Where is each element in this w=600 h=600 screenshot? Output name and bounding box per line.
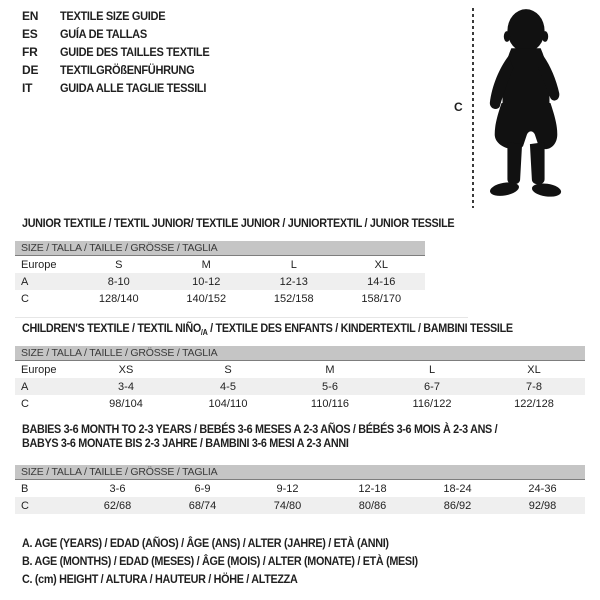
size-cell: L [290,258,297,271]
height-cell: 128/140 [98,292,139,305]
list-item [22,81,222,99]
language-code: EN [22,9,39,23]
size-cell: L [428,363,436,376]
row-label: Europe [21,363,57,376]
table-row [15,395,585,412]
height-measure-label: C [454,100,463,114]
heading-text: CHILDREN'S TEXTILE / TEXTIL NIÑO [22,321,201,335]
age-cell: 6-9 [194,482,211,495]
footnote-a: A. AGE (YEARS) / EDAD (AÑOS) / ÂGE (ANS) / ALTER (JAHRE) / ETÀ (ANNI) [22,536,389,550]
language-guide-list [22,9,222,99]
table-row [15,480,585,497]
toddler-silhouette-image [482,6,570,204]
junior-section-heading: JUNIOR TEXTILE / TEXTIL JUNIOR/ TEXTILE JUNIOR / JUNIORTEXTIL / JUNIOR TESSILE [22,216,455,230]
table-row [15,497,585,514]
size-cell: S [224,363,232,376]
height-cell: 158/170 [361,292,402,305]
age-cell: 12-18 [358,482,387,495]
height-cell: 116/122 [412,397,452,410]
heading-line-1: BABIES 3-6 MONTH TO 2-3 YEARS / BEBÉS 3-6 MESES A 2-3 AÑOS / BÉBÉS 3-6 MOIS À 2-3 ANS / [22,422,498,436]
language-code: FR [22,45,38,59]
row-label: C [21,397,29,410]
height-cell: 80/86 [358,499,387,512]
age-cell: 9-12 [276,482,299,495]
babies-size-table [15,465,585,514]
size-cell: S [115,258,123,271]
height-cell: 98/104 [109,397,143,410]
age-cell: 24-36 [528,482,557,495]
language-code: DE [22,63,39,77]
table-row [15,273,425,290]
heading-line-2: BABYS 3-6 MONATE BIS 2-3 JAHRE / BAMBINI 3-6 MESI A 2-3 ANNI [22,436,349,450]
row-label: B [21,482,29,495]
table-row [15,378,585,395]
table-row [15,361,585,378]
list-item [22,27,222,45]
height-cell: 110/116 [310,397,350,410]
age-cell: 3-4 [118,380,134,393]
height-cell: 74/80 [273,499,302,512]
children-section-heading [22,321,513,337]
children-size-table [15,346,585,412]
size-cell: XL [374,258,388,271]
age-cell: 18-24 [443,482,472,495]
row-label: A [21,380,29,393]
language-code: IT [22,81,33,95]
junior-size-table [15,241,425,307]
heading-text: / TEXTILE DES ENFANTS / KINDERTEXTIL / BAMBINI TESSILE [207,321,513,335]
size-cell: XL [527,363,541,376]
footnote-c: C. (cm) HEIGHT / ALTURA / HAUTEUR / HÖHE / ALTEZZA [22,572,298,586]
table-header-bar: SIZE / TALLA / TAILLE / GRÖSSE / TAGLIA [15,241,425,256]
height-cell: 104/110 [208,397,248,410]
height-cell: 140/152 [186,292,227,305]
table-header-bar: SIZE / TALLA / TAILLE / GRÖSSE / TAGLIA [15,346,585,361]
age-cell: 5-6 [322,380,338,393]
list-item [22,45,222,63]
guide-title: TEXTILE SIZE GUIDE [60,9,166,23]
height-cell: 92/98 [528,499,557,512]
table-row [15,290,425,307]
row-label: Europe [21,258,57,271]
height-cell: 68/74 [188,499,217,512]
row-label: C [21,292,29,305]
age-cell: 12-13 [279,275,308,288]
age-cell: 10-12 [192,275,221,288]
row-label: C [21,499,29,512]
age-cell: 7-8 [526,380,542,393]
age-cell: 6-7 [424,380,440,393]
age-cell: 4-5 [220,380,236,393]
babies-section-heading [22,422,550,450]
height-dashed-line [472,8,474,208]
guide-title: GUÍA DE TALLAS [60,27,147,41]
height-cell: 62/68 [103,499,132,512]
legend-footnotes [22,534,462,588]
table-header-bar: SIZE / TALLA / TAILLE / GRÖSSE / TAGLIA [15,465,585,480]
height-cell: 122/128 [514,397,554,410]
height-cell: 152/158 [273,292,314,305]
size-cell: XS [118,363,134,376]
age-cell: 14-16 [367,275,396,288]
list-item [22,63,222,81]
heading-subscript: /A [200,328,208,337]
height-cell: 86/92 [443,499,472,512]
list-item [22,9,222,27]
table-row [15,256,425,273]
guide-title: GUIDA ALLE TAGLIE TESSILI [60,81,207,95]
language-code: ES [22,27,38,41]
age-cell: 3-6 [109,482,126,495]
divider [15,317,468,318]
footnote-b: B. AGE (MONTHS) / EDAD (MESES) / ÂGE (MOIS) / ALTER (MONATE) / ETÀ (MESI) [22,554,418,568]
row-label: A [21,275,29,288]
size-cell: M [201,258,211,271]
age-cell: 8-10 [107,275,130,288]
guide-title: GUIDE DES TAILLES TEXTILE [60,45,210,59]
size-cell: M [325,363,335,376]
guide-title: TEXTILGRÖßENFÜHRUNG [60,63,195,77]
